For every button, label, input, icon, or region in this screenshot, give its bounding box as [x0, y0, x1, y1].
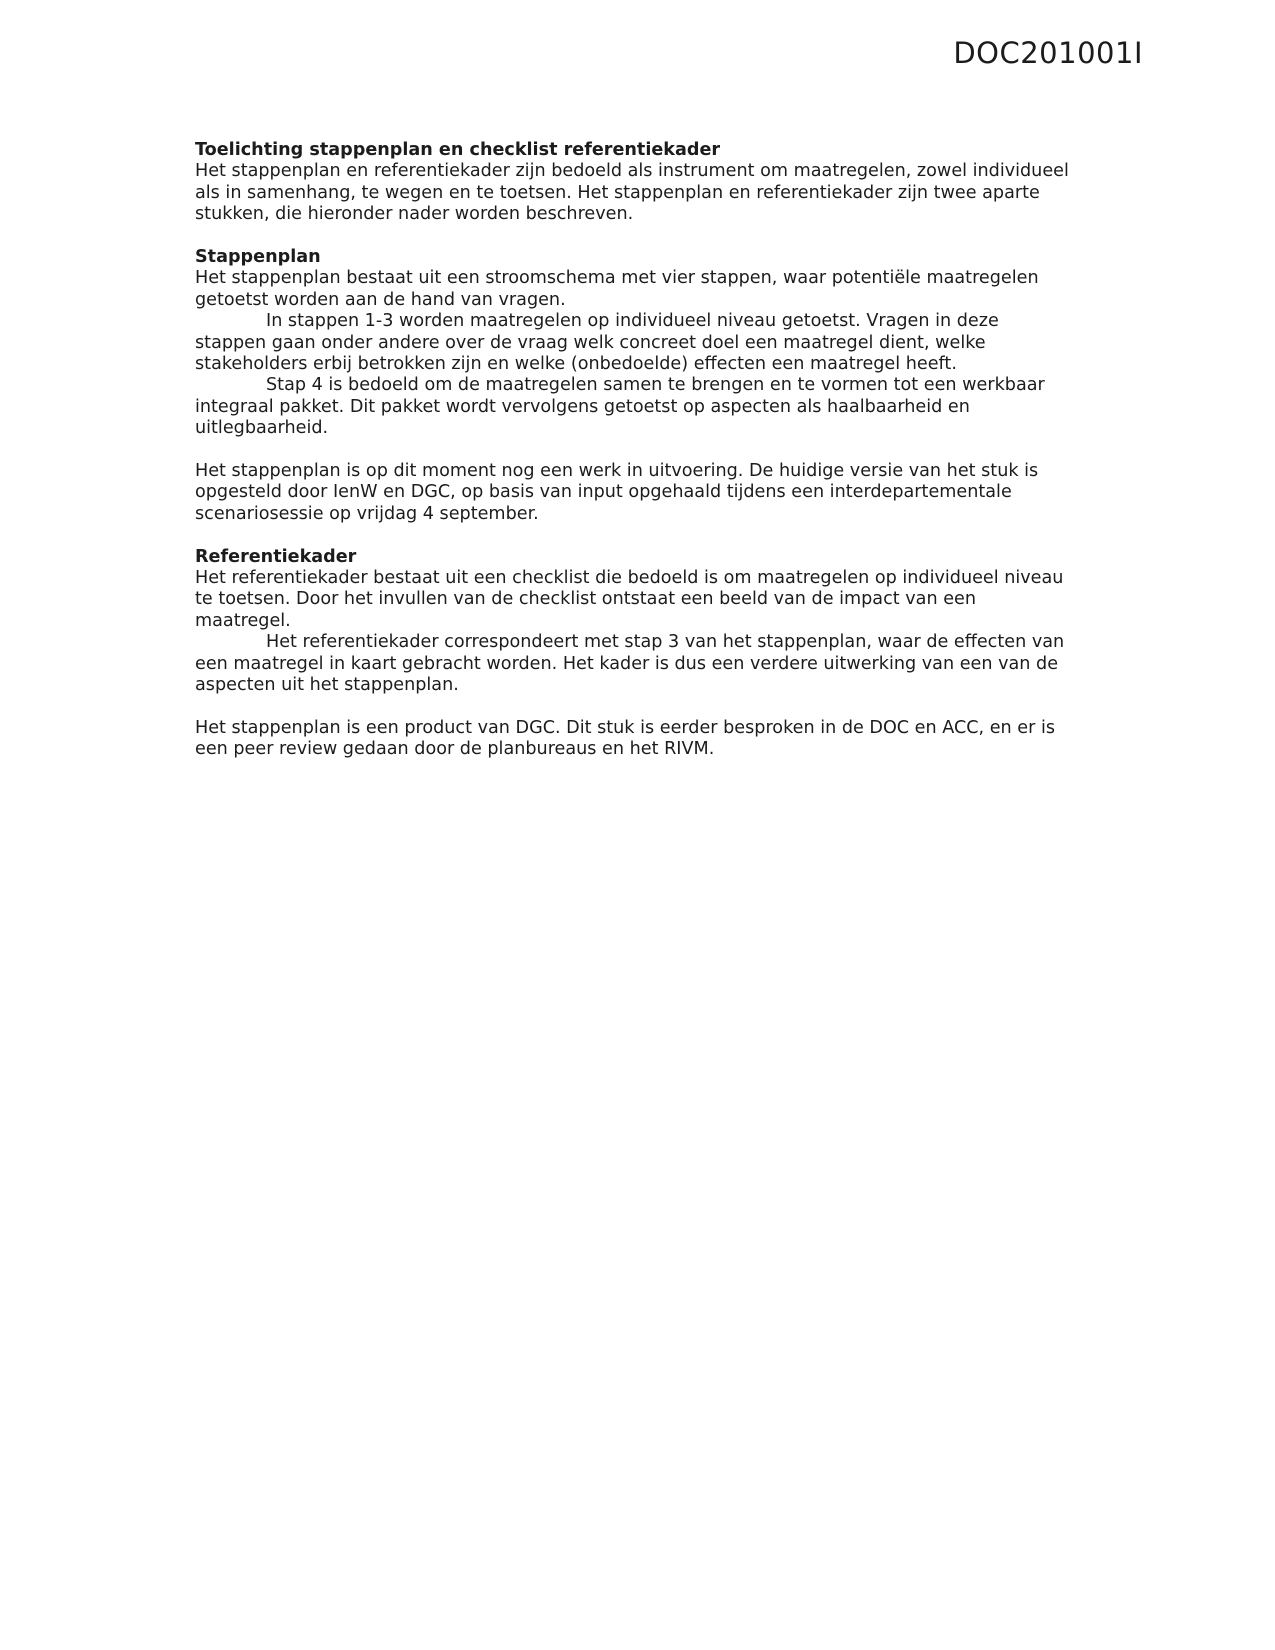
- document-id: DOC201001I: [953, 36, 1143, 70]
- section-status: [195, 461, 1075, 525]
- section-heading-referentiekader: Referentiekader: [195, 546, 357, 567]
- section-heading-intro: Toelichting stappenplan en checklist referentiekader: [195, 140, 721, 160]
- section-referentiekader: [195, 547, 1075, 697]
- paragraph-stappenplan-1: Het stappenplan bestaat uit een stroomschema met vier stappen, waar potentiële maatregelen getoetst worden aan de hand van vragen.: [195, 268, 1039, 310]
- paragraph-status-1: Het stappenplan is op dit moment nog een werk in uitvoering. De huidige versie van het stuk is opgesteld door IenW en DGC, op basis van input opgehaald tijdens een interdepartementale scenariosessie op vrijdag 4 september.: [195, 461, 1039, 524]
- document-body: [195, 140, 1075, 782]
- paragraph-referentiekader-1: Het referentiekader bestaat uit een checklist die bedoeld is om maatregelen op individueel niveau te toetsen. Door het invullen van de checklist ontstaat een beeld van de impact van een maatregel.: [195, 568, 1064, 631]
- paragraph-intro-1: Het stappenplan en referentiekader zijn bedoeld als instrument om maatregelen, zowel individueel als in samenhang, te wegen en te toetsen. Het stappenplan en referentiekader zijn twee aparte stukken, die hieronder nader worden beschreven.: [195, 161, 1069, 225]
- section-heading-stappenplan: Stappenplan: [195, 247, 321, 268]
- paragraph-referentiekader-2: Het referentiekader correspondeert met stap 3 van het stappenplan, waar de effecten van een maatregel in kaart gebracht worden. Het kader is dus een verdere uitwerking van een van de aspecten uit het stappenplan.: [195, 632, 1065, 696]
- section-stappenplan: [195, 247, 1075, 440]
- paragraph-stappenplan-2: In stappen 1-3 worden maatregelen op individueel niveau getoetst. Vragen in deze stappen gaan onder andere over de vraag welk concreet doel een maatregel dient, welke stakeholders erbij betrokken zijn en welke (onbedoelde) effecten een maatregel heeft.: [195, 311, 999, 375]
- section-intro: [195, 140, 1075, 226]
- paragraph-closing-1: Het stappenplan is een product van DGC. Dit stuk is eerder besproken in de DOC en ACC, en er is een peer review gedaan door de planbureaus en het RIVM.: [195, 717, 1056, 760]
- section-closing: [195, 718, 1075, 761]
- paragraph-stappenplan-3: Stap 4 is bedoeld om de maatregelen samen te brengen en te vormen tot een werkbaar integraal pakket. Dit pakket wordt vervolgens getoetst op aspecten als haalbaarheid en uitlegbaarheid.: [195, 375, 1045, 439]
